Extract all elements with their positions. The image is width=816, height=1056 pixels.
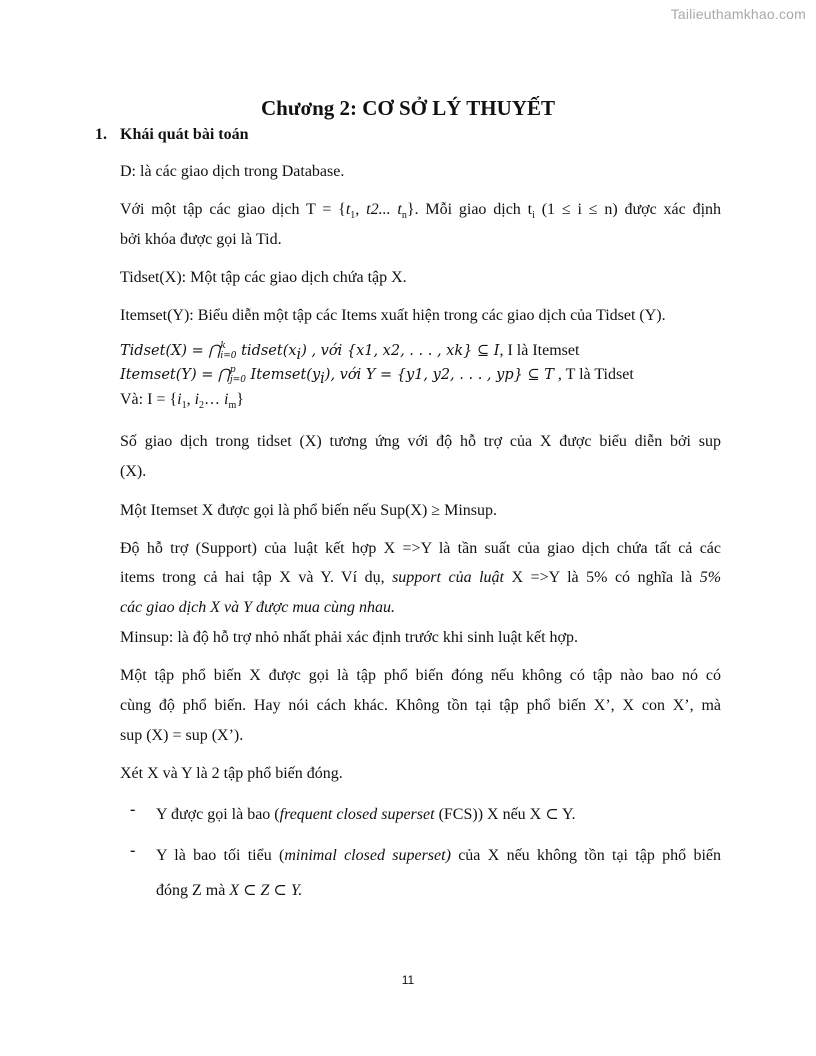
paragraph-support-line2	[120, 563, 721, 593]
page-number: 11	[401, 973, 415, 987]
paragraph-minsup-def: Minsup: là độ hỗ trợ nhỏ nhất phải xác định trước khi sinh luật kết hợp.	[120, 629, 578, 646]
text-run: i	[177, 391, 182, 408]
text-run: }. Mỗi giao dịch t	[406, 201, 533, 218]
paragraph-sup-line2: (X).	[120, 463, 147, 480]
paragraph-support-line1: Độ hỗ trợ (Support) của luật kết hợp X =>Y là tần suất của giao dịch chứa tất cả các	[120, 540, 721, 557]
text-run: minimal closed superset)	[284, 847, 451, 864]
subscript: 1	[181, 400, 187, 412]
section-number: 1.	[95, 126, 107, 143]
text-run: (1 ≤ i ≤ n) được xác định	[534, 201, 722, 218]
text-run: đóng Z mà	[156, 882, 230, 899]
formula-text: ), với Y = {y1, y2, . . . , yp} ⊆ T	[324, 367, 554, 383]
formula-tail: , I là Itemset	[499, 342, 580, 359]
text-run: items trong cả hai tập X và Y. Ví dụ,	[120, 569, 393, 586]
text-run: support của luật	[392, 569, 504, 586]
formula-subscript: i	[320, 371, 325, 388]
formula-superscript: p	[229, 365, 236, 376]
paragraph-closed-line1: Một tập phổ biến X được gọi là tập phổ biến đóng nếu không có tập nào bao nó có	[120, 667, 721, 684]
bullet-item-fcs	[156, 800, 721, 830]
chapter-title: Chương 2: CƠ SỞ LÝ THUYẾT	[261, 96, 555, 120]
paragraph-itemset: Itemset(Y): Biểu diễn một tập các Items xuất hiện trong các giao dịch của Tidset (Y).	[120, 307, 666, 324]
watermark: Tailieuthamkhao.com	[670, 6, 806, 22]
formula-text: Itemset(y	[245, 367, 321, 383]
subscript: 2	[199, 400, 205, 412]
text-run: …	[204, 391, 225, 408]
paragraph-d: D: là các giao dịch trong Database.	[120, 163, 345, 180]
formula-items	[120, 389, 721, 417]
text-run: (FCS)) X nếu X ⊂ Y.	[434, 806, 576, 823]
formula-subscript: j=0	[229, 375, 246, 386]
paragraph-transactions-line2: bởi khóa được gọi là Tid.	[120, 231, 282, 248]
paragraph-sup-line1: Số giao dịch trong tidset (X) tương ứng với độ hỗ trợ của X được biểu diễn bởi sup	[120, 433, 721, 450]
text-run: Y là bao tối tiểu (	[156, 847, 285, 864]
text-run: X =>Y là 5% có nghĩa là	[503, 569, 700, 586]
paragraph-xet: Xét X và Y là 2 tập phổ biến đóng.	[120, 765, 343, 782]
subscript: n	[401, 210, 407, 222]
formula-text: Tidset(X) = ⋂	[120, 343, 221, 359]
formula-itemset	[120, 363, 760, 391]
text-run: }	[236, 391, 244, 408]
section-title: Khái quát bài toán	[120, 126, 249, 143]
paragraph-tidset: Tidset(X): Một tập các giao dịch chứa tập X.	[120, 269, 407, 286]
text-run: frequent closed superset	[279, 806, 435, 823]
text-run: Y được gọi là bao (	[156, 806, 280, 823]
paragraph-minsup: Một Itemset X được gọi là phổ biến nếu Sup(X) ≥ Minsup.	[120, 502, 497, 519]
text-run: Với một tập các giao dịch T = {	[120, 201, 346, 218]
formula-text: Itemset(Y) = ⋂	[120, 367, 230, 383]
formula-text: ) , với {x1, x2, . . . , xk} ⊆ I	[301, 343, 500, 359]
text-run: i	[224, 391, 229, 408]
paragraph-closed-line3: sup (X) = sup (X’).	[120, 727, 244, 744]
paragraph-closed-line2: cùng độ phổ biến. Hay nói cách khác. Không tồn tại tập phổ biến X’, X con X’, mà	[120, 697, 721, 714]
text-run: Và: I = {	[120, 391, 178, 408]
bullet-item-mcs-line2	[156, 876, 721, 906]
text-run: X ⊂ Z ⊂ Y.	[229, 882, 303, 899]
section-heading	[95, 126, 248, 144]
formula-superscript: k	[220, 341, 226, 352]
text-run: của X nếu không tồn tại tập phổ biến	[450, 847, 721, 864]
text-run: ,	[355, 201, 367, 218]
subscript: m	[228, 400, 237, 412]
formula-tail: , T là Tidset	[553, 366, 634, 383]
formula-subscript: i	[296, 347, 302, 364]
subscript: i	[532, 210, 535, 222]
paragraph-support-line3: các giao dịch X và Y được mua cùng nhau.	[120, 599, 395, 616]
text-run: t2... t	[366, 201, 402, 218]
text-run: i	[194, 391, 200, 408]
bullet-marker: -	[130, 842, 136, 859]
formula-text: tidset(x	[236, 343, 297, 359]
text-run: t	[345, 201, 351, 218]
bullet-item-mcs-line1	[156, 841, 721, 871]
bullet-marker: -	[130, 801, 136, 818]
text-run: ,	[186, 391, 195, 408]
subscript: 1	[350, 210, 356, 222]
formula-subscript: i=0	[220, 351, 237, 362]
text-run: 5%	[699, 569, 722, 586]
